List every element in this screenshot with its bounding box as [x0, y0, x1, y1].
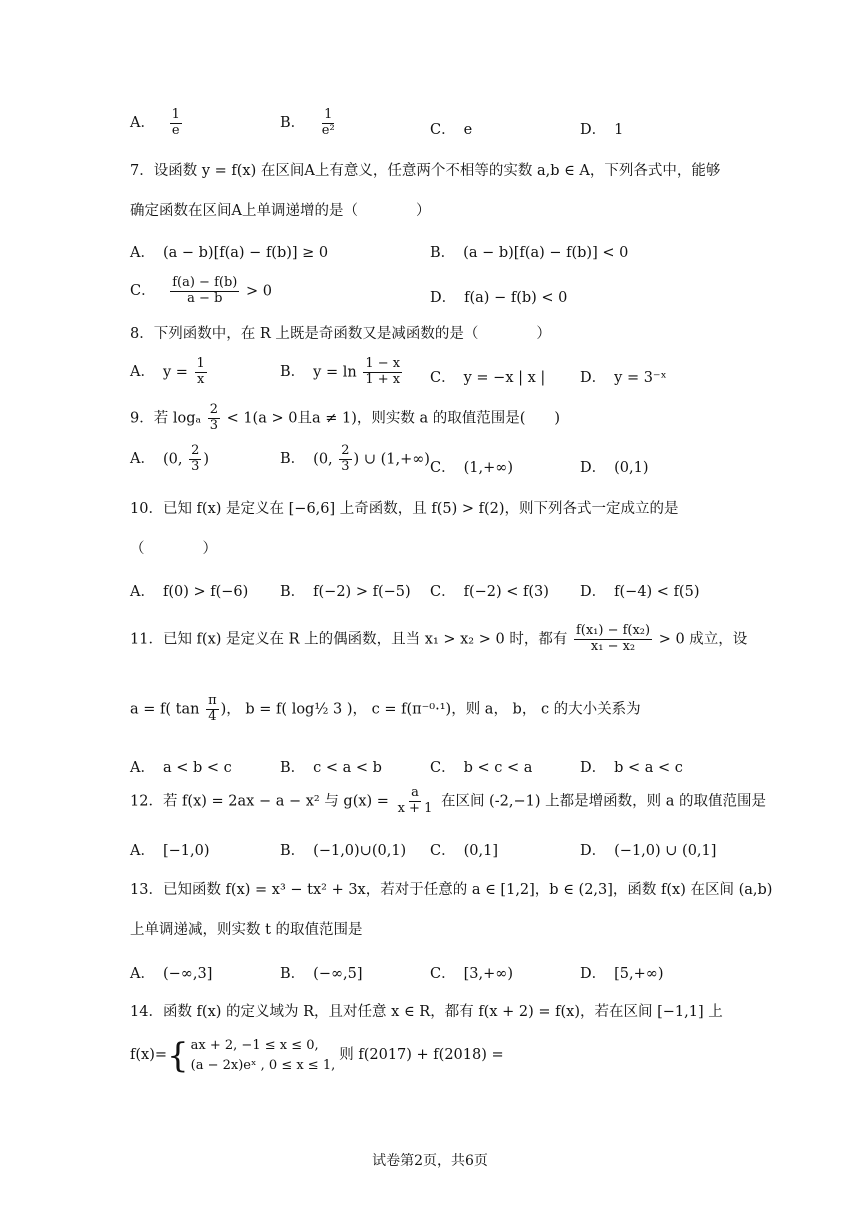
q7-option-a: A． (a − b)[f(a) − f(b)] ≥ 0	[130, 245, 329, 261]
q6-option-a	[130, 108, 184, 139]
q7-option-c: C． $\frac{f(a) - f(b)}{a - b}$ > 0	[130, 275, 272, 306]
q7-stem-line2: 确定函数在区间A上单调递增的是（ ）	[130, 203, 431, 219]
fraction: $\frac{1 - x}{1 + x}$	[365, 356, 401, 387]
fraction: $\frac{\pi}{4}$	[208, 693, 217, 724]
fraction: $\frac{1}{e}$	[171, 107, 180, 138]
q9-option-b: B． (0, $\frac{2}{3}$ ) ∪ (1,+∞)	[280, 443, 430, 474]
q13-option-c: C． [3,+∞)	[430, 966, 513, 982]
q9-option-c: C． (1,+∞)	[430, 460, 513, 476]
fraction: $\frac{\text{f(x₁) − f(x₂)}}{\text{x₁ − x₂}}$	[575, 623, 651, 654]
q11-stem-line1: 11．已知 f(x) 是定义在 R 上的偶函数，且当 x₁ > x₂ > 0 时，都有 $\frac{\text{f(x₁) − f(x₂)}}{\text{x₁ − x₂}}$ > 0 成立，设	[130, 623, 748, 654]
q13-option-a: A． (−∞,3]	[130, 966, 213, 982]
q13-stem-line1: 13．已知函数 f(x) = x³ − tx² + 3x，若对于任意的 a ∈ [1,2]，b ∈ (2,3]，函数 f(x) 在区间 (a,b)	[130, 882, 773, 898]
q9-option-a: A． (0, $\frac{2}{3}$ )	[130, 443, 210, 474]
fraction: $\frac{2}{3}$	[191, 443, 200, 474]
q14-stem-line1: 14．函数 f(x) 的定义域为 R，且对任意 x ∈ R，都有 f(x + 2) = f(x)，若在区间 [−1,1] 上	[130, 1004, 723, 1020]
q9-stem: 9．若 logₐ $\frac{2}{3}$ < 1(a > 0且a ≠ 1)，则实数 a 的取值范围是( )	[130, 402, 561, 433]
fraction: $\frac{2}{3}$	[209, 402, 218, 433]
q10-stem-line1: 10．已知 f(x) 是定义在 [−6,6] 上奇函数，且 f(5) > f(2)，则下列各式一定成立的是	[130, 501, 679, 517]
q12-option-b: B． (−1,0)∪(0,1)	[280, 843, 407, 859]
q12-option-c: C． (0,1]	[430, 843, 498, 859]
q12-option-d: D． (−1,0) ∪ (0,1]	[580, 843, 717, 859]
fraction: $\frac{a}{x + 1}$	[397, 785, 433, 816]
option-label: A．	[130, 115, 155, 132]
fraction: $\frac{f(a) - f(b)}{a - b}$	[172, 275, 238, 306]
option-label: B．	[280, 115, 306, 132]
fraction: $\frac{2}{3}$	[341, 443, 350, 474]
piecewise-function: f(x)= { ax + 2, −1 ≤ x ≤ 0, (a − 2x)eˣ , 0 ≤ x ≤ 1, 则 f(2017) + f(2018) =	[130, 1035, 504, 1076]
q8-option-d: D． y = 3⁻ˣ	[580, 370, 667, 386]
fraction: $\frac{1}{\text{e²}}$	[321, 107, 335, 138]
page-footer: 试卷第2页，共6页	[372, 1153, 488, 1169]
q11-option-c: C． b < c < a	[430, 760, 533, 776]
q10-option-b: B． f(−2) > f(−5)	[280, 584, 411, 600]
q14-piecewise	[130, 1036, 820, 1075]
fraction: $\frac{1}{x}$	[196, 356, 205, 387]
q9-option-d: D． (0,1)	[580, 460, 649, 476]
q10-option-c: C． f(−2) < f(3)	[430, 584, 549, 600]
q8-option-b: B． y = ln $\frac{1 - x}{1 + x}$	[280, 356, 401, 387]
q6-option-c: C． e	[430, 122, 473, 138]
q11-option-b: B． c < a < b	[280, 760, 382, 776]
q11-stem-line2: a = f( tan $\frac{\pi}{4}$ )， b = f( log½ 3 )， c = f(π⁻⁰·¹)，则 a， b， c 的大小关系为	[130, 693, 641, 724]
q13-stem-line2: 上单调递减，则实数 t 的取值范围是	[130, 922, 363, 938]
q7-stem-line1: 7．设函数 y = f(x) 在区间A上有意义，任意两个不相等的实数 a,b ∈ A，下列各式中，能够	[130, 163, 721, 179]
q12-stem: 12．若 f(x) = 2ax − a − x² 与 g(x) = $\frac{a}{x + 1}$ 在区间 (-2,−1) 上都是增函数，则 a 的取值范围是	[130, 785, 766, 816]
q12-option-a: A． [−1,0)	[130, 843, 210, 859]
q8-stem: 8．下列函数中，在 R 上既是奇函数又是减函数的是（ ）	[130, 326, 551, 342]
q6-option-d: D． 1	[580, 122, 624, 138]
q13-option-b: B． (−∞,5]	[280, 966, 363, 982]
q11-option-a: A． a < b < c	[130, 760, 232, 776]
q8-option-c: C． y = −x | x |	[430, 370, 546, 386]
q13-option-d: D． [5,+∞)	[580, 966, 664, 982]
brace-glyph: {	[167, 1035, 189, 1076]
q8-option-a: A． y = $\frac{1}{x}$	[130, 356, 205, 387]
cases: ax + 2, −1 ≤ x ≤ 0, (a − 2x)eˣ , 0 ≤ x ≤ 1,	[190, 1038, 336, 1073]
q10-option-d: D． f(−4) < f(5)	[580, 584, 700, 600]
q11-option-d: D． b < a < c	[580, 760, 683, 776]
q7-option-b: B． (a − b)[f(a) − f(b)] < 0	[430, 245, 629, 261]
q10-option-a: A． f(0) > f(−6)	[130, 584, 249, 600]
q6-option-b	[280, 108, 339, 139]
q7-option-d: D． f(a) − f(b) < 0	[430, 290, 568, 306]
q10-stem-line2: （ ）	[130, 541, 217, 557]
